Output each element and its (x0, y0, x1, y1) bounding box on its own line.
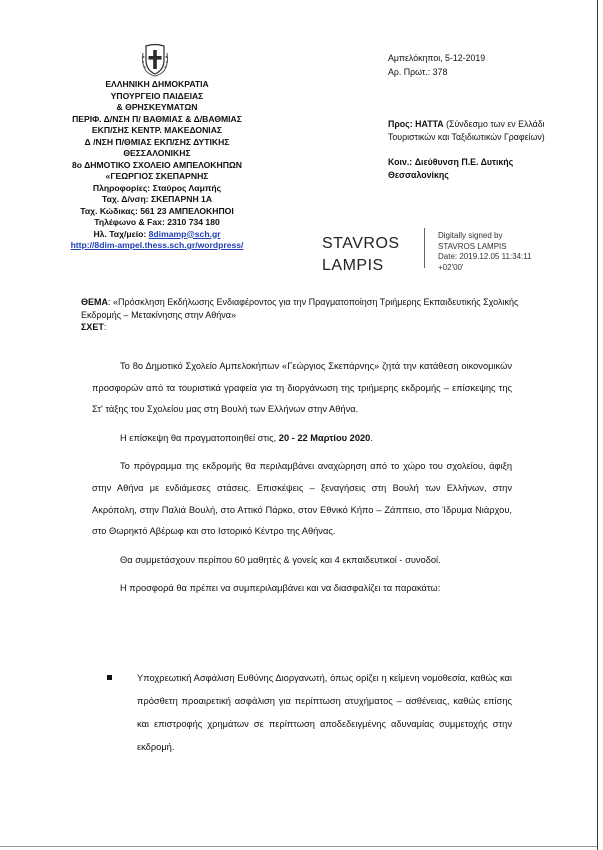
phone-row (52, 217, 262, 229)
body-paragraph: Η προσφορά θα πρέπει να συμπεριλαμβάνει και να διασφαλίζει τα παρακάτω: (120, 583, 441, 594)
cc-label: Κοιν.: (388, 157, 413, 167)
signature-info-line: Digitally signed by (438, 231, 503, 240)
place-date: Αμπελόκηποι, 5-12-2019 (388, 53, 486, 63)
letter-body (92, 356, 512, 600)
header-line: Δ /ΝΣΗ Π/ΘΜΙΑΣ ΕΚΠ/ΣΗΣ ΔΥΤΙΚΗΣ (84, 136, 230, 147)
subject-label: ΘΕΜΑ (81, 297, 108, 307)
subject-block (81, 296, 531, 334)
header-line: ΕΚΠ/ΣΗΣ ΚΕΝΤΡ. ΜΑΚΕΔΟΝΙΑΣ (91, 125, 223, 135)
phone-label: Τηλέφωνο & Fax: (94, 217, 165, 227)
signature-name (322, 233, 400, 277)
date-protocol-block (388, 51, 485, 79)
signature-name-line: LAMPIS (322, 257, 384, 274)
greek-emblem-icon (140, 43, 170, 77)
signature-info-line: STAVROS LAMPIS (438, 241, 507, 251)
signature-name-line: STAVROS (322, 235, 400, 252)
website-link[interactable]: http://8dim-ampel.thess.sch.gr/wordpress/ (70, 240, 244, 250)
signature-info-line: +02'00' (438, 262, 464, 272)
address-label: Ταχ. Δ/νση: (101, 194, 149, 204)
reference-line (81, 321, 531, 334)
address-value: ΣΚΕΠΑΡΝΗ 1Α (151, 194, 213, 204)
email-label: Ηλ. Ταχ/μείο: (93, 228, 147, 239)
info-row (52, 183, 262, 195)
header-line: & ΘΡΗΣΚΕΥΜΑΤΩΝ (116, 102, 198, 112)
visit-dates: 20 - 22 Μαρτίου 2020 (278, 432, 371, 443)
website-row (52, 240, 262, 252)
postcode-label: Ταχ. Κώδικας: (80, 205, 138, 216)
body-paragraph: Θα συμμετάσχουν περίπου 60 μαθητές & γονείς και 4 εκπαιδευτικοί - συνοδοί. (120, 554, 441, 565)
header-line: 8ο ΔΗΜΟΤΙΚΟ ΣΧΟΛΕΙΟ ΑΜΠΕΛΟΚΗΠΩΝ (72, 159, 242, 170)
header-line: ΠΕΡΙΦ. Δ/ΝΣΗ Π/ ΒΑΘΜΙΑΣ & Δ/ΒΑΘΜΙΑΣ (72, 113, 242, 124)
email-row (52, 229, 262, 241)
body-paragraph: Το πρόγραμμα της εκδρομής θα περιλαμβάνει αναχώρηση από το χώρο του σχολείου, άφιξη στην Αθήνα με ενδιάμεσες στάσεις. Επισκέψεις – ξεναγήσεις στη Βουλή των Ελλήνων, στην Ακρόπολη, στην Παλιά Βουλή, στο Αττικό Πάρκο, στον Εθνικό Κήπο – Ζάππειο, στο Ίδρυμα Νιάρχου, στο Θωρηκτό Αβέρωφ και στο Ιστορικό Κέντρο της Αθήνας. (92, 461, 512, 537)
visit-end: . (370, 432, 373, 443)
subject-line (81, 296, 531, 321)
header-line: ΕΛΛΗΝΙΚΗ ΔΗΜΟΚΡΑΤΙΑ (105, 79, 209, 89)
address-row (52, 194, 262, 206)
to-recipient (388, 118, 553, 143)
requirements-list-item (110, 667, 512, 759)
bullet-icon (107, 675, 112, 680)
to-org: HATTA (415, 119, 444, 129)
signature-info (438, 231, 568, 273)
info-label: Πληροφορίες: (92, 182, 151, 193)
protocol-number: Αρ. Πρωτ.: 378 (388, 67, 448, 77)
to-desc: (Σύνδεσμο των εν Ελλάδι Τουριστικών και Ταξιδιωτικών Γραφείων) (388, 119, 545, 142)
header-line: «ΓΕΩΡΓΙΟΣ ΣΚΕΠΑΡΝΗΣ (105, 171, 209, 181)
page-edge-right (597, 0, 598, 850)
signature-info-line: Date: 2019.12.05 11:34:11 (438, 252, 532, 261)
phone-value: 2310 734 180 (167, 217, 220, 227)
signature-divider (424, 228, 425, 268)
page-edge-bottom (0, 846, 597, 847)
header-line: ΥΠΟΥΡΓΕΙΟ ΠΑΙΔΕΙΑΣ (110, 90, 204, 101)
cc-value: Διεύθυνση Π.Ε. Δυτικής Θεσσαλονίκης (388, 157, 514, 180)
to-label: Προς: (388, 119, 413, 129)
email-link[interactable]: 8dimamp@sch.gr (148, 228, 221, 239)
cc-recipient (388, 156, 553, 181)
requirement-text: Υποχρεωτική Ασφάλιση Ευθύνης Διοργανωτή, όπως ορίζει η κείμενη νομοθεσία, καθώς και πρόσθετη προαιρετική ασφάλιση για περίπτωση ατυχήματος – ασθένειας, καθώς επίσης και επιστροφής χρημάτων σε περίπτωση αποδεδειγμένης αδυναμίας συμμετοχής στην εκδρομή. (137, 673, 512, 752)
recipients-block (388, 118, 553, 194)
reference-label: ΣΧΕΤ (81, 322, 104, 333)
reference-text: : (103, 322, 107, 333)
info-value: Σταύρος Λαμπής (152, 182, 222, 193)
header-line: ΘΕΣΣΑΛΟΝΙΚΗΣ (123, 148, 191, 158)
sender-header (52, 79, 262, 252)
postcode-value: 561 23 ΑΜΠΕΛΟΚΗΠΟΙ (140, 205, 234, 216)
postcode-row (52, 206, 262, 218)
body-paragraph: Το 8ο Δημοτικό Σχολείο Αμπελοκήπων «Γεώργιος Σκεπάρνης» ζητά την κατάθεση οικονομικών προσφορών από τα τουριστικά γραφεία για τη διοργάνωση της τριήμερης εκδρομής – επίσκεψης της Στ' τάξης του Σχολείου μας στη Βουλή των Ελλήνων στην Αθήνα. (92, 361, 512, 415)
visit-text: Η επίσκεψη θα πραγματοποιηθεί στις, (120, 432, 279, 443)
body-paragraph (92, 428, 512, 450)
subject-text: : «Πρόσκληση Εκδήλωσης Ενδιαφέροντος για την Πραγματοποίηση Τριήμερης Εκπαιδευτικής Σχολικής Εκδρομής – Μετακίνησης στην Αθήνα» (81, 297, 519, 320)
